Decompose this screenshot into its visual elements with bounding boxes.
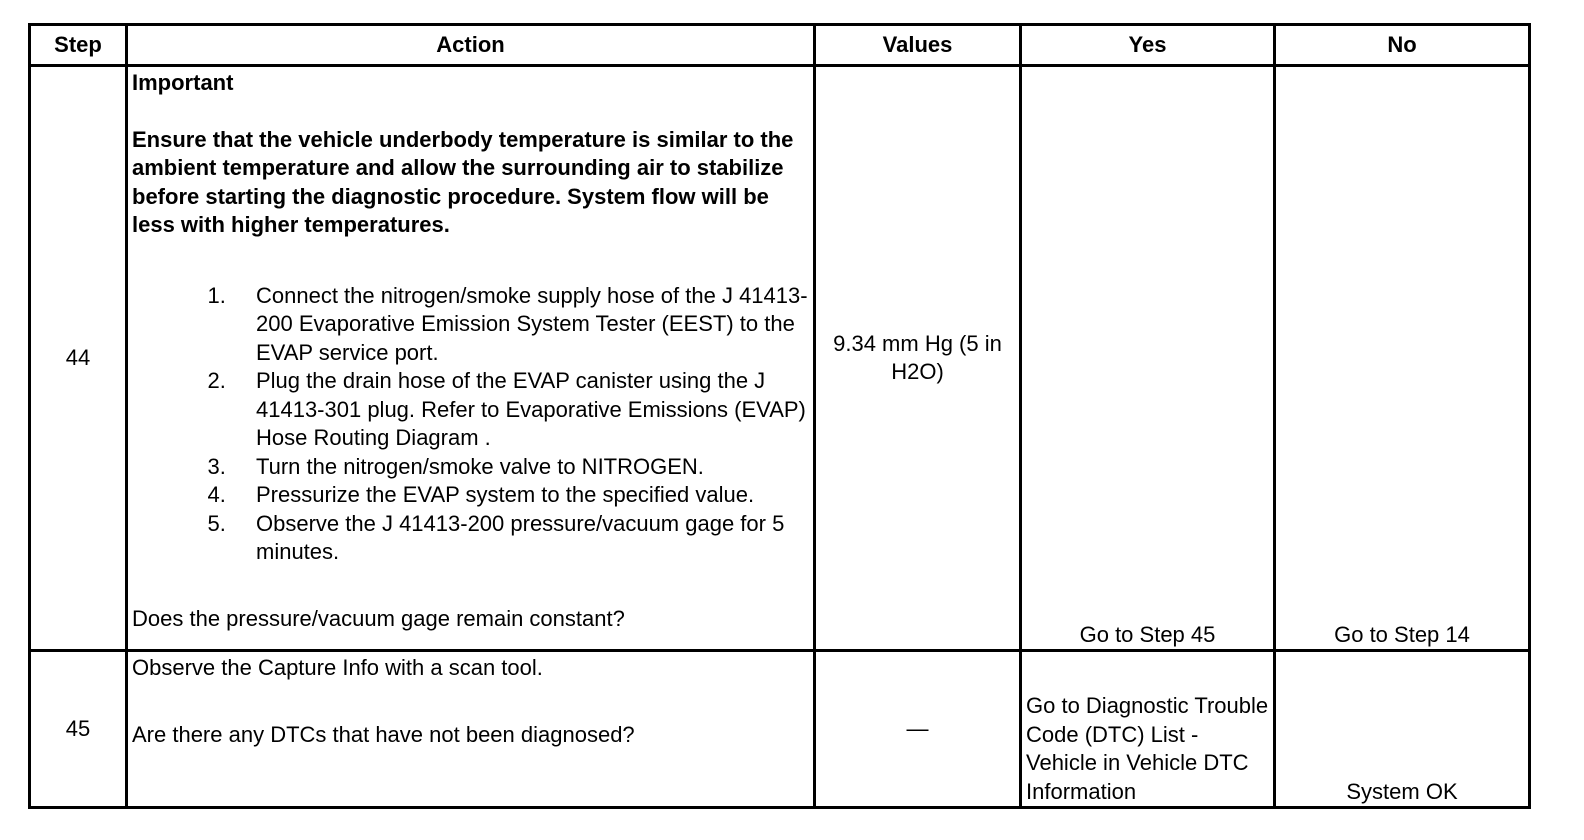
yes-link[interactable]: Go to Step 45 (1021, 66, 1275, 651)
step-number: 44 (30, 66, 127, 651)
question-text: Are there any DTCs that have not been diagnosed? (132, 721, 635, 747)
no-link[interactable]: Go to Step 14 (1275, 66, 1530, 651)
procedure-step: 3. Turn the nitrogen/smoke valve to NITROGEN. (232, 453, 809, 482)
header-row (30, 25, 1530, 66)
table-row-step-44 (30, 66, 1530, 651)
header-action: Action (127, 25, 815, 66)
procedure-step: 5. Observe the J 41413-200 pressure/vacuum gage for 5 minutes. (232, 510, 809, 567)
values-cell: 9.34 mm Hg (5 in H2O) (815, 66, 1021, 651)
values-cell: — (815, 651, 1021, 808)
procedure-steps (132, 282, 809, 567)
action-cell (127, 651, 815, 808)
important-label: Important (132, 70, 234, 95)
no-result: System OK (1275, 651, 1530, 808)
action-cell (127, 66, 815, 651)
step-number: 45 (30, 651, 127, 808)
diagnostic-table (28, 23, 1531, 809)
header-values: Values (815, 25, 1021, 66)
table-row-step-45 (30, 651, 1530, 808)
header-step: Step (30, 25, 127, 66)
procedure-step: 4. Pressurize the EVAP system to the specified value. (232, 481, 809, 510)
question-text: Does the pressure/vacuum gage remain constant? (132, 605, 625, 631)
important-text: Ensure that the vehicle underbody temperature is similar to the ambient temperature and allow the surrounding air to stabilize before starting the diagnostic procedure. System flow will be less with higher temperatures. (132, 126, 794, 237)
header-no: No (1275, 25, 1530, 66)
procedure-step: 1. Connect the nitrogen/smoke supply hose of the J 41413-200 Evaporative Emission System Tester (EEST) to the EVAP service port. (232, 282, 809, 368)
procedure-step: 2. Plug the drain hose of the EVAP canister using the J 41413-301 plug. Refer to Evaporative Emissions (EVAP) Hose Routing Diagram . (232, 367, 809, 453)
header-yes: Yes (1021, 25, 1275, 66)
action-text: Observe the Capture Info with a scan tool. (132, 655, 543, 680)
yes-link[interactable]: Go to Diagnostic Trouble Code (DTC) List - Vehicle in Vehicle DTC Information (1021, 651, 1275, 808)
